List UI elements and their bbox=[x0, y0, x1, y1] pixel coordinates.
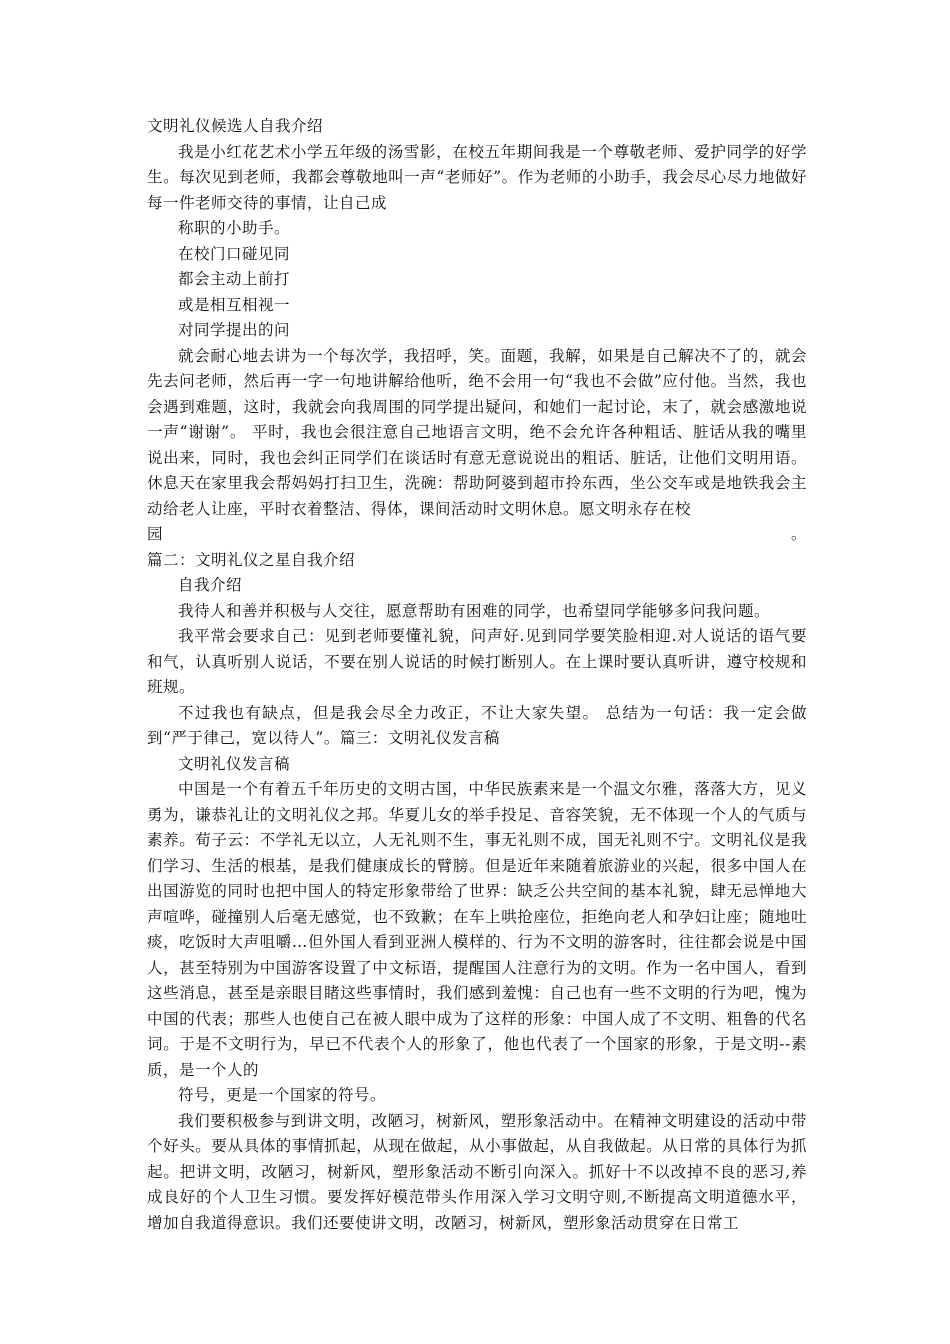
paragraph-china: 中国是一个有着五千年历史的文明古国，中华民族素来是一个温文尔雅，落落大方，见义勇为，谦恭礼让的文明礼仪之邦。华夏儿女的举手投足、音容笑貌，无不体现一个人的气质与素养。荀子云：不学礼无以立，人无礼则不生，事无礼则不成，国无礼则不宁。文明礼仪是我们学习、生活的根基，是我们健康成长的臂膀。但是近年来随着旅游业的兴起，很多中国人在出国游览的同时也把中国人的特定形象带给了世界：缺乏公共空间的基本礼貌，肆无忌惮地大声喧哗，碰撞别人后毫无感觉，也不致歉；在车上哄抢座位，拒绝向老人和孕妇让座；随地吐痰，吃饭时大声咀嚼…但外国人看到亚洲人模样的、行为不文明的游客时，往往都会说是中国人，甚至特别为中国游客设置了中文标语，提醒国人注意行为的文明。作为一名中国人，看到这些消息，甚至是亲眼目睹这些事情时，我们感到羞愧：自己也有一些不文明的行为吧，愧为中国的代表；那些人也使自己在被人眼中成为了这样的形象：中国人成了不文明、粗鲁的代名词。于是不文明行为，早已不代表个人的形象了，他也代表了一个国家的形象，于是文明--素质，是一个人的 bbox=[147, 780, 807, 1079]
doc-title-2: 篇二：文明礼仪之星自我介绍 bbox=[147, 550, 356, 569]
line-school-gate: 在校门口碰见同 bbox=[178, 244, 291, 263]
document-page bbox=[147, 114, 807, 1236]
paragraph-action: 我们要积极参与到讲文明，改陋习，树新风，塑形象活动中。在精神文明建设的活动中带个好头。要从具体的事情抓起，从现在做起，从小事做起，从自我做起。从日常的具体行为抓起。把讲文明，改陋习，树新风，塑形象活动不断引向深入。抓好十不以改掉不良的恶习,养成良好的个人卫生习惯。要发挥好模范带头作用深入学习文明守则,不断提高文明道德水平，增加自我道得意识。我们还要使讲文明，改陋习，树新风，塑形象活动贯穿在日常工 bbox=[147, 1111, 807, 1232]
end-word: 园 bbox=[147, 525, 164, 543]
paragraph-requirements: 我平常会要求自己：见到老师要懂礼貌，问声好.见到同学要笑脸相迎.对人说话的语气要和气，认真听别人说话，不要在别人说话的时候打断别人。在上课时要认真听讲，遵守校规和班规。 bbox=[147, 627, 807, 696]
paragraph-character: 我待人和善并积极与人交往，愿意帮助有困难的同学，也希望同学能够多问我问题。 bbox=[178, 601, 771, 620]
doc-title-1: 文明礼仪候选人自我介绍 bbox=[147, 117, 324, 135]
paragraph-helping-end bbox=[147, 522, 807, 548]
end-mark: 。 bbox=[790, 525, 807, 543]
line-assistant: 称职的小助手。 bbox=[178, 219, 291, 237]
line-smile: 或是相互相视一 bbox=[178, 295, 291, 314]
subheading-speech: 文明礼仪发言稿 bbox=[178, 754, 291, 773]
subheading-self-intro: 自我介绍 bbox=[178, 576, 243, 594]
line-greet: 都会主动上前打 bbox=[178, 270, 291, 288]
line-symbol: 符号，更是一个国家的符号。 bbox=[178, 1086, 387, 1104]
paragraph-shortcomings: 不过我也有缺点，但是我会尽全力改正，不让大家失望。 总结为一句话：我一定会做到“严于律己，宽以待人”。篇三：文明礼仪发言稿 bbox=[147, 703, 807, 747]
paragraph-intro: 我是小红花艺术小学五年级的汤雪影，在校五年期间我是一个尊敬老师、爱护同学的好学生。每次见到老师，我都会尊敬地叫一声“老师好”。作为老师的小助手，我会尽心尽力地做好每一件老师交待的事情，让自己成 bbox=[147, 142, 807, 212]
paragraph-helping: 就会耐心地去讲为一个每次学，我招呼，笑。面题，我解，如果是自己解决不了的，就会先去问老师，然后再一字一句地讲解给他听，绝不会用一句“我也不会做”应付他。当然，我也会遇到难题，这时，我就会向我周围的同学提出疑问，和她们一起讨论，末了，就会感激地说一声“谢谢”。 平时，我也会很注意自己地语言文明，绝不会允许各种粗话、脏话从我的嘴里说出来，同时，我也会纠正同学们在谈话时有意无意说说出的粗话、脏话，让他们文明用语。休息天在家里我会帮妈妈打扫卫生，洗碗：帮助阿婆到超市拎东西，坐公交车或是地铁我会主动给老人让座，平时衣着整洁、得体，课间活动时文明休息。愿文明永存在校 bbox=[147, 346, 807, 518]
line-questions: 对同学提出的问 bbox=[178, 321, 291, 339]
